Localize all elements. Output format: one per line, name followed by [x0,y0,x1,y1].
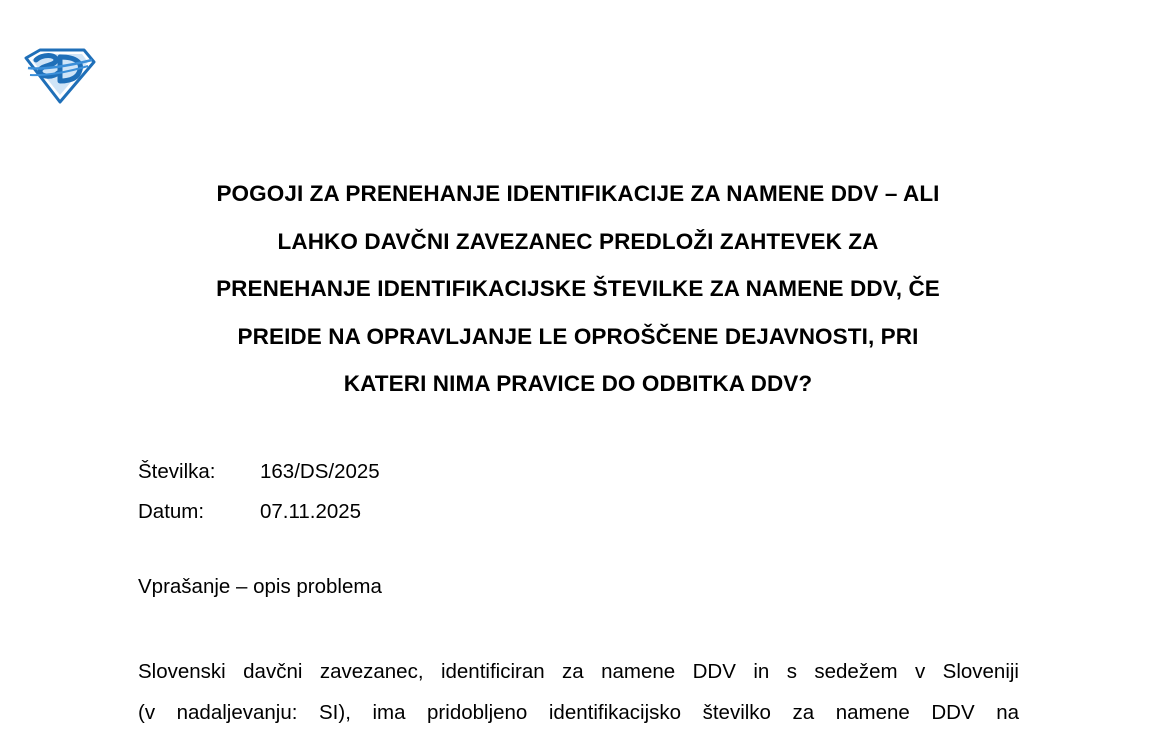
body-paragraph [138,651,1019,733]
body-line-text: (v nadaljevanju: SI), ima pridobljeno identifikacijsko številko za namene DDV na [138,701,1019,724]
logo-icon [22,48,96,104]
body-line [138,692,1019,733]
title-line: PREIDE NA OPRAVLJANJE LE OPROŠČENE DEJAVNOSTI, PRI [237,323,919,349]
title-line: POGOJI ZA PRENEHANJE IDENTIFIKACIJE ZA NAMENE DDV – ALI [216,181,940,206]
document-title [128,170,1028,408]
title-line: PRENEHANJE IDENTIFIKACIJSKE ŠTEVILKE ZA NAMENE DDV, ČE [216,276,940,301]
date-value: 07.11.2025 [260,500,362,523]
number-value: 163/DS/2025 [260,460,380,483]
title-line: LAHKO DAVČNI ZAVEZANEC PREDLOŽI ZAHTEVEK ZA [277,228,879,254]
body-line [138,651,1019,692]
company-logo [22,48,96,104]
body-line-text: Slovenski davčni zavezanec, identificiran za namene DDV in s sedežem v Sloveniji [138,660,1019,683]
number-label: Številka: [138,460,216,483]
title-line: KATERI NIMA PRAVICE DO ODBITKA DDV? [343,371,813,396]
section-heading: Vprašanje – opis problema [138,575,382,598]
date-label: Datum: [138,500,205,523]
